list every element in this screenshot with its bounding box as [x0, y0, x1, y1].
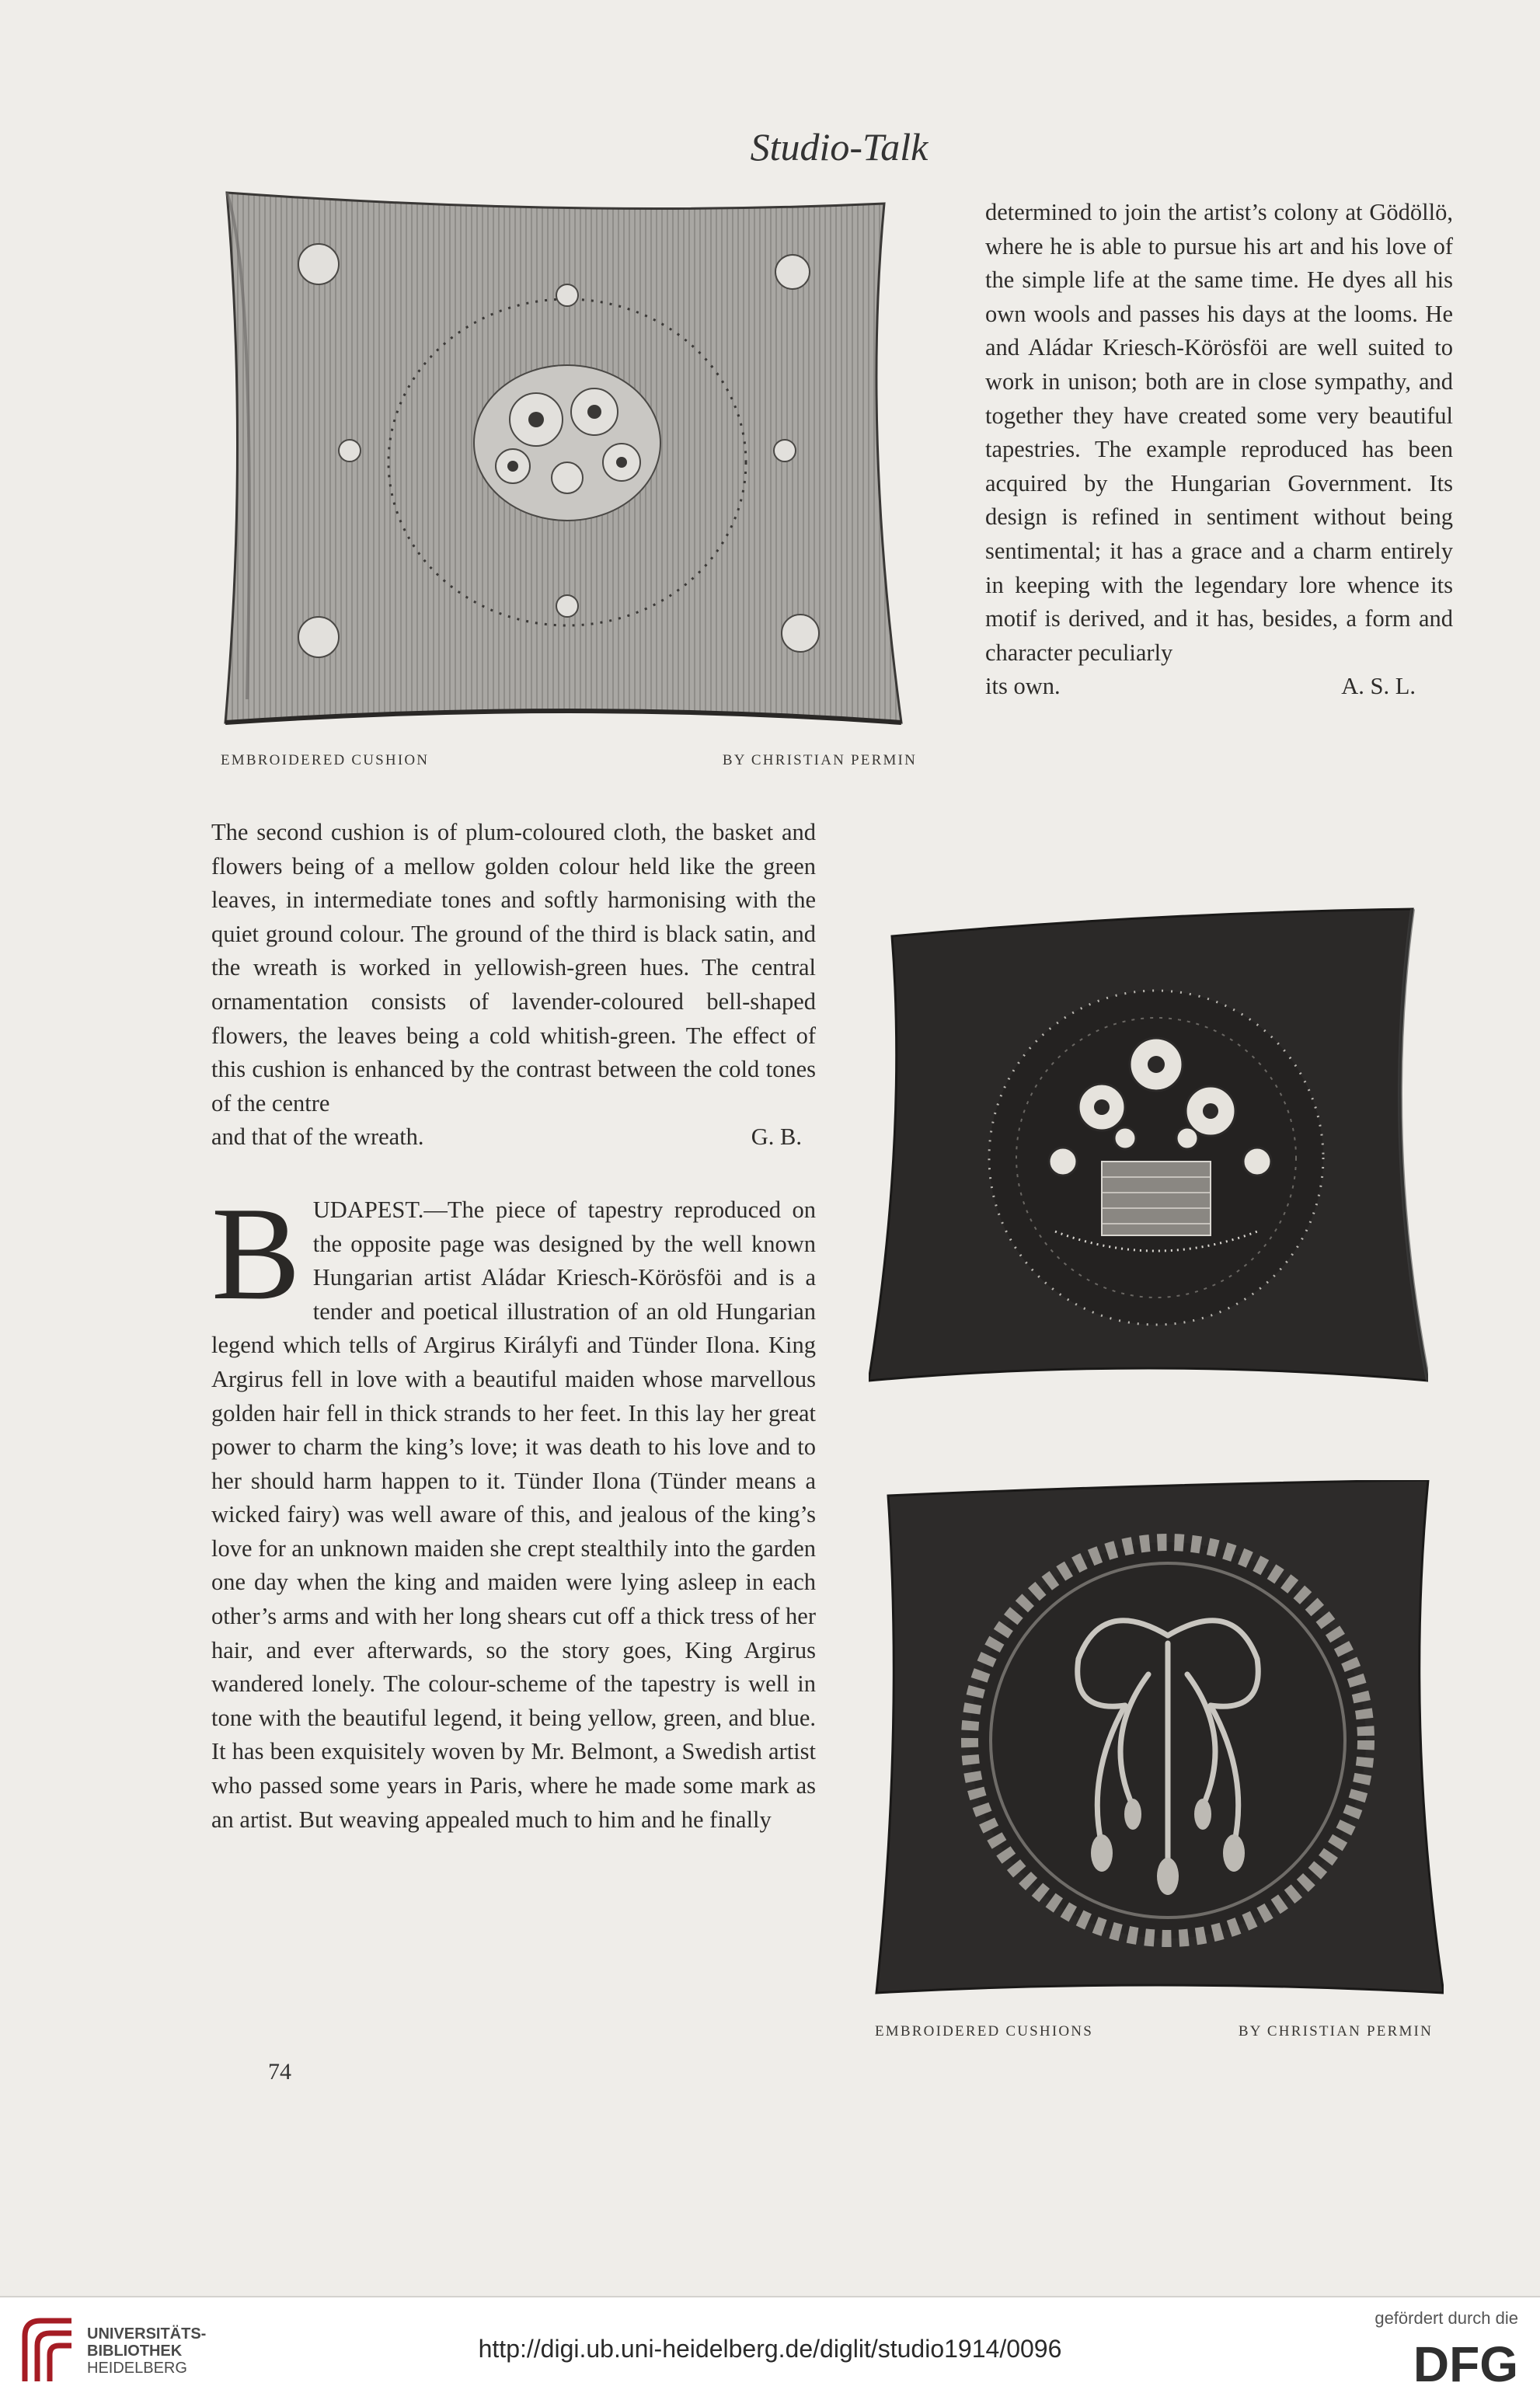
- budapest-paragraph: [211, 1179, 816, 1837]
- signoff-line: [985, 670, 1453, 704]
- wreath-cushion-plate: [869, 1480, 1444, 1997]
- dfg-logo-icon: [1372, 2338, 1518, 2386]
- digitization-footer: [0, 2296, 1540, 2407]
- paragraph-ending: and that of the wreath.: [211, 1123, 424, 1151]
- body-paragraph: determined to join the artist’s colony at Gödöllö, where he is able to pursue his art and his love of the simple life at the same time. He dyes all his own wools and passes his days at the looms. He and Aládar Kriesch-Körösföi are well suited to work in unison; both are in close sympathy, and together they have created some very beautiful tapestries. The example reproduced has been acquired by the Hungarian Government. Its design is refined in sentiment without being sentimental; it has a grace and a charm entirely in keeping with the legendary lore whence its motif is derived, and it has, besides, a form and character peculiarly: [985, 199, 1453, 666]
- caption-credit: BY CHRISTIAN PERMIN: [722, 752, 917, 768]
- sponsor-text: gefördert durch die: [1375, 2308, 1518, 2328]
- running-head: Studio-Talk: [750, 125, 929, 169]
- drop-cap: B: [211, 1179, 301, 1328]
- author-initials: G. B.: [751, 1123, 802, 1151]
- sponsor-block: [1372, 2308, 1518, 2386]
- author-initials: A. S. L.: [1341, 673, 1416, 700]
- permalink-url[interactable]: http://digi.ub.uni-heidelberg.de/diglit/studio1914/0096: [478, 2335, 1062, 2363]
- caption-credit: BY CHRISTIAN PERMIN: [1238, 2023, 1433, 2040]
- caption-title: EMBROIDERED CUSHION: [221, 752, 430, 768]
- dfg-logo-text: DFG: [1413, 2338, 1518, 2386]
- right-column-text: [985, 196, 1453, 704]
- caption-title: EMBROIDERED CUSHIONS: [875, 2023, 1093, 2040]
- left-column-text: [211, 816, 816, 1837]
- page-number: 74: [268, 2059, 291, 2085]
- figure-caption-top: [221, 752, 917, 769]
- library-name-line3: HEIDELBERG: [87, 2360, 187, 2377]
- figure-caption-right: [875, 2023, 1433, 2040]
- footer-divider: [0, 2296, 1540, 2297]
- body-paragraph: The second cushion is of plum-coloured cloth, the basket and flowers being of a mellow golden colour held like the green leaves, in intermediate tones and softly harmonising with the quiet ground colour. The ground of the third is black satin, and the wreath is worked in yellowish-green hues. The central ornamentation consists of lavender-coloured bell-shaped flowers, the leaves being a cold whitish-green. The effect of this cushion is enhanced by the contrast between the cold tones of the centre: [211, 819, 816, 1116]
- paragraph-ending: its own.: [985, 673, 1061, 700]
- library-name-line2: BIBLIOTHEK: [87, 2343, 183, 2360]
- signoff-line: [211, 1120, 816, 1155]
- budapest-text: UDAPEST.—The piece of tapestry reproduced on the opposite page was designed by the well known Hungarian artist Aládar Kriesch-Körösföi and is a tender and poetical illustration of an old Hungarian legend which tells of Argirus Királyfi and Tünder Ilona. King Argirus fell in love with a beautiful maiden whose marvellous golden hair fell in thick strands to her feet. In this lay her great power to charm the king’s love; it was death to his love and to her should harm happen to it. Tünder Ilona (Tünder means a wicked fairy) was well aware of this, and jealous of the king’s love for an unknown maiden she crept stealthily into the garden one day when the king and maiden were lying asleep in each other’s arms and with her long shears cut off a thick tress of her hair, and ever afterwards, so the story goes, King Argirus wandered lonely. The colour-scheme of the tapestry is well in tone with the beautiful legend, it being yellow, green, and blue. It has been exquisitely woven by Mr. Belmont, a Swedish artist who passed some years in Paris, where he made some mark as an artist. But weaving appealed much to him and he finally: [211, 1196, 816, 1833]
- basket-cushion-plate: [869, 905, 1428, 1387]
- embroidered-cushion-plate: [210, 186, 925, 730]
- library-name-line1: UNIVERSITÄTS-: [87, 2325, 207, 2343]
